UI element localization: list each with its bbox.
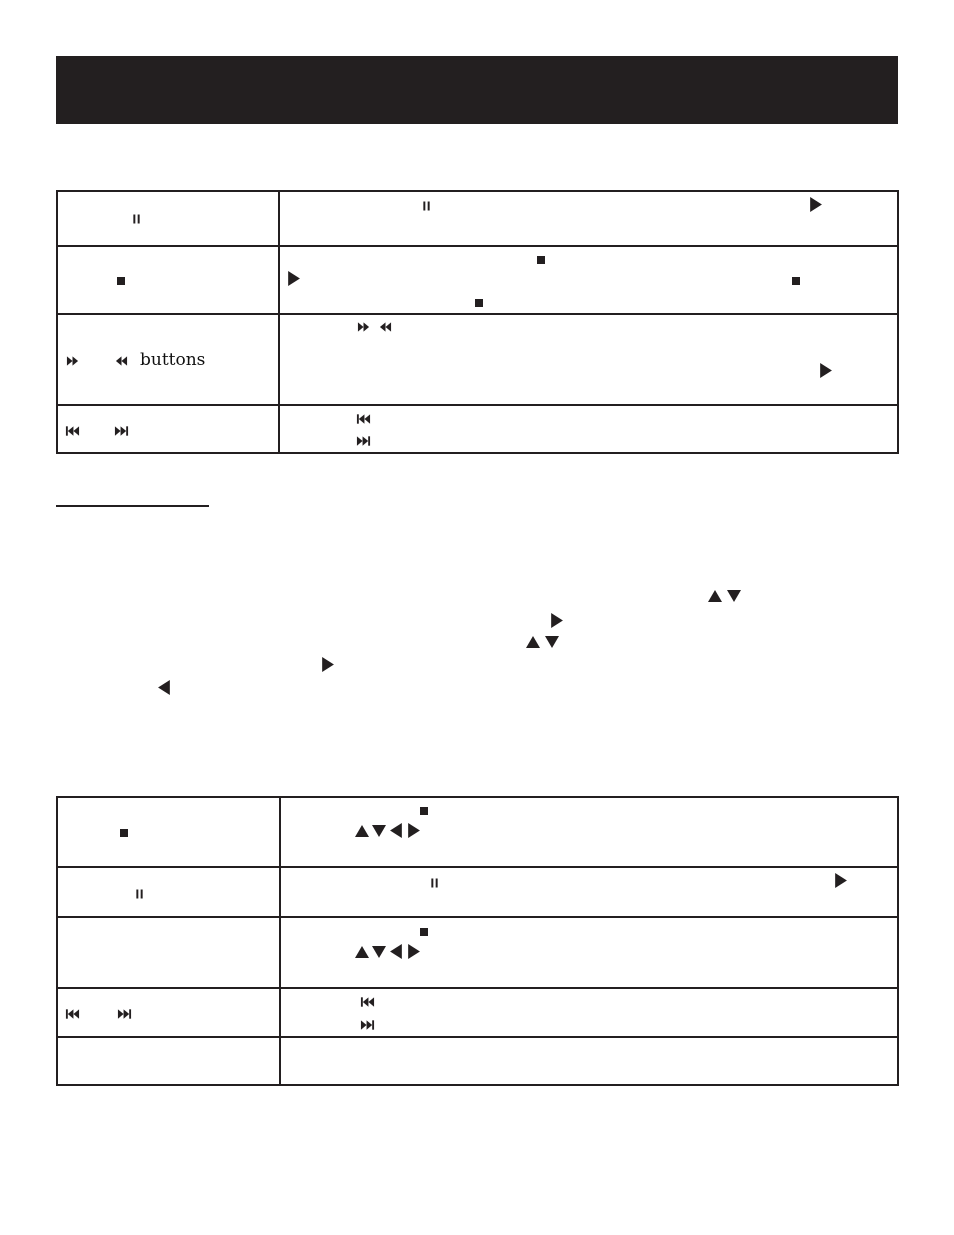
left-arrow-icon (158, 680, 171, 695)
stop-icon (474, 298, 484, 308)
table-divider (56, 866, 899, 868)
skip-forward-icon (117, 1009, 132, 1019)
buttons-label: buttons (140, 350, 206, 370)
table-divider (56, 245, 899, 247)
play-icon (321, 657, 334, 672)
menu-controls-table (56, 796, 899, 1086)
stop-icon (116, 276, 126, 286)
skip-back-icon (360, 997, 375, 1007)
stop-icon (119, 828, 129, 838)
table-divider (56, 987, 899, 989)
up-arrow-icon (708, 590, 722, 602)
table-divider (279, 796, 281, 1086)
right-arrow-icon (407, 944, 420, 959)
down-arrow-icon (727, 590, 741, 602)
fast-forward-icon (357, 322, 370, 332)
fast-forward-icon (66, 356, 79, 366)
skip-forward-icon (114, 426, 129, 436)
play-icon (287, 271, 300, 286)
left-arrow-icon (390, 823, 403, 838)
table-divider (56, 404, 899, 406)
skip-back-icon (65, 426, 80, 436)
skip-forward-icon (356, 436, 371, 446)
pause-icon (135, 888, 144, 900)
pause-icon (430, 877, 439, 889)
up-arrow-icon (355, 946, 369, 958)
table-divider (56, 1036, 899, 1038)
stop-icon (419, 806, 429, 816)
play-icon (819, 363, 832, 378)
rewind-icon (115, 356, 128, 366)
stop-icon (536, 255, 546, 265)
pause-icon (422, 200, 431, 212)
stop-icon (419, 927, 429, 937)
play-icon (809, 197, 822, 212)
up-arrow-icon (355, 825, 369, 837)
down-arrow-icon (372, 946, 386, 958)
right-arrow-icon (407, 823, 420, 838)
down-arrow-icon (545, 636, 559, 648)
up-arrow-icon (526, 636, 540, 648)
section-header-bar (56, 56, 898, 124)
down-arrow-icon (372, 825, 386, 837)
skip-back-icon (65, 1009, 80, 1019)
skip-forward-icon (360, 1020, 375, 1030)
table-divider (56, 916, 899, 918)
left-arrow-icon (390, 944, 403, 959)
play-icon (834, 873, 847, 888)
stop-icon (791, 276, 801, 286)
rewind-icon (379, 322, 392, 332)
playback-controls-table (56, 190, 899, 454)
pause-icon (132, 213, 141, 225)
section-heading-underline (56, 505, 209, 507)
table-divider (56, 313, 899, 315)
play-icon (550, 613, 563, 628)
skip-back-icon (356, 414, 371, 424)
table-divider (278, 190, 280, 454)
